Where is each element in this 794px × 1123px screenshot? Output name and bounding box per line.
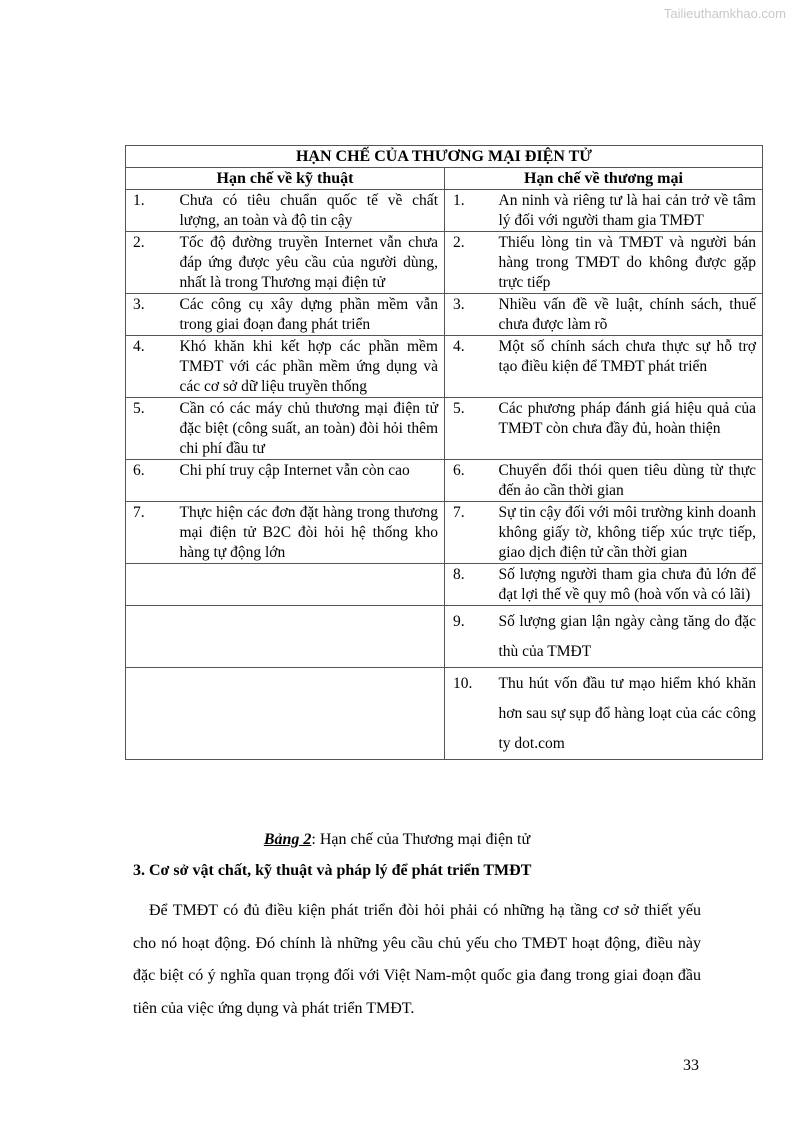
row-number	[126, 606, 170, 668]
row-number	[126, 668, 170, 760]
row-text: Một số chính sách chưa thực sự hỗ trợ tạo điều kiện để TMĐT phát triển	[489, 336, 763, 398]
row-text	[170, 668, 445, 760]
row-number: 8.	[445, 564, 489, 606]
table-row	[126, 564, 763, 606]
row-number: 9.	[445, 606, 489, 668]
table-header-row	[126, 168, 763, 190]
row-text: An ninh và riêng tư là hai cản trở về tâm lý đối với người tham gia TMĐT	[489, 190, 763, 232]
watermark: Tailieuthamkhao.com	[663, 6, 786, 21]
row-number: 3.	[445, 294, 489, 336]
section-heading: 3. Cơ sở vật chất, kỹ thuật và pháp lý để phát triển TMĐT	[133, 862, 532, 879]
row-text: Số lượng gian lận ngày càng tăng do đặc thù của TMĐT	[489, 606, 763, 668]
row-number: 1.	[126, 190, 170, 232]
table-row	[126, 294, 763, 336]
row-number: 3.	[126, 294, 170, 336]
row-number	[126, 564, 170, 606]
row-text: Cần có các máy chủ thương mại điện tử đặc biệt (công suất, an toàn) đòi hỏi thêm chi phí đầu tư	[170, 398, 445, 460]
column-header-commercial: Hạn chế về thương mại	[445, 168, 763, 190]
row-text: Các công cụ xây dựng phần mềm vẫn trong giai đoạn đang phát triển	[170, 294, 445, 336]
column-header-technical: Hạn chế về kỹ thuật	[126, 168, 445, 190]
row-text	[170, 606, 445, 668]
row-text: Chuyển đổi thói quen tiêu dùng từ thực đến ảo cần thời gian	[489, 460, 763, 502]
table-row	[126, 460, 763, 502]
table-caption	[0, 831, 794, 849]
row-text: Chưa có tiêu chuẩn quốc tế về chất lượng, an toàn và độ tin cậy	[170, 190, 445, 232]
table-title: HẠN CHẾ CỦA THƯƠNG MẠI ĐIỆN TỬ	[126, 146, 763, 168]
row-number: 7.	[126, 502, 170, 564]
body-paragraph: Để TMĐT có đủ điều kiện phát triển đòi hỏi phải có những hạ tầng cơ sở thiết yếu cho nó hoạt động. Đó chính là những yêu cầu chủ yếu cho TMĐT hoạt động, điều này đặc biệt có ý nghĩa quan trọng đối với Việt Nam-một quốc gia đang trong giai đoạn đầu tiên của việc ứng dụng và phát triển TMĐT.	[133, 902, 701, 1017]
row-text: Các phương pháp đánh giá hiệu quả của TMĐT còn chưa đầy đủ, hoàn thiện	[489, 398, 763, 460]
caption-label: Bảng 2	[263, 831, 312, 848]
row-text: Chi phí truy cập Internet vẫn còn cao	[170, 460, 445, 502]
table-row	[126, 232, 763, 294]
table-row	[126, 668, 763, 760]
row-number: 4.	[445, 336, 489, 398]
table-row	[126, 336, 763, 398]
row-text: Số lượng người tham gia chưa đủ lớn để đạt lợi thế về quy mô (hoà vốn và có lãi)	[489, 564, 763, 606]
row-text: Thực hiện các đơn đặt hàng trong thương mại điện tử B2C đòi hỏi hệ thống kho hàng tự động lớn	[170, 502, 445, 564]
row-text: Sự tin cậy đối với môi trường kinh doanh không giấy tờ, không tiếp xúc trực tiếp, giao dịch điện tử cần thời gian	[489, 502, 763, 564]
row-number: 6.	[445, 460, 489, 502]
row-number: 10.	[445, 668, 489, 760]
row-text: Thu hút vốn đầu tư mạo hiểm khó khăn hơn sau sự sụp đổ hàng loạt của các công ty dot.com	[489, 668, 763, 760]
row-text: Thiếu lòng tin và TMĐT và người bán hàng trong TMĐT do không được gặp trực tiếp	[489, 232, 763, 294]
row-text	[170, 564, 445, 606]
row-number: 6.	[126, 460, 170, 502]
table-row	[126, 190, 763, 232]
table-title-row	[126, 146, 763, 168]
row-number: 1.	[445, 190, 489, 232]
row-text: Tốc độ đường truyền Internet vẫn chưa đáp ứng được yêu cầu của người dùng, nhất là trong Thương mại điện tử	[170, 232, 445, 294]
row-number: 4.	[126, 336, 170, 398]
table-row	[126, 398, 763, 460]
row-text: Nhiều vấn đề về luật, chính sách, thuế chưa được làm rõ	[489, 294, 763, 336]
row-text: Khó khăn khi kết hợp các phần mềm TMĐT với các phần mềm ứng dụng và các cơ sở dữ liệu truyền thống	[170, 336, 445, 398]
page-number: 33	[683, 1057, 699, 1074]
table-row	[126, 606, 763, 668]
row-number: 5.	[126, 398, 170, 460]
table-row	[126, 502, 763, 564]
limitations-table	[125, 145, 763, 760]
row-number: 2.	[445, 232, 489, 294]
row-number: 7.	[445, 502, 489, 564]
row-number: 5.	[445, 398, 489, 460]
row-number: 2.	[126, 232, 170, 294]
caption-text: : Hạn chế của Thương mại điện tử	[311, 831, 531, 848]
